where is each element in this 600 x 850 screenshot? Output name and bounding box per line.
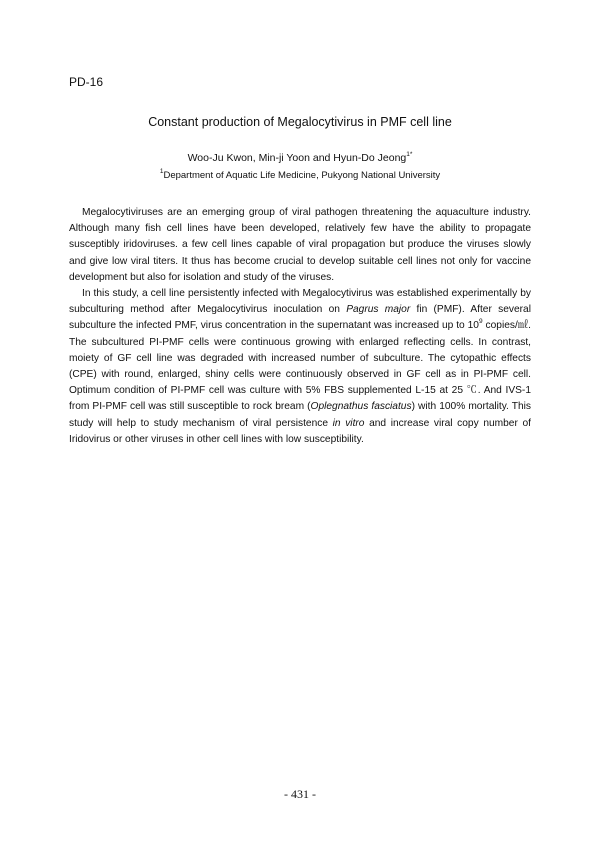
abstract-body: [69, 205, 531, 448]
author-superscript: 1*: [406, 151, 413, 158]
in-vitro-term: in vitro: [332, 417, 365, 429]
author-line: [0, 152, 600, 164]
author-names: Woo-Ju Kwon, Min-ji Yoon and Hyun-Do Jeong: [187, 152, 407, 164]
paragraph-2-text-d: ) with 100% mortality. This study will help to study mechanism of viral persistence: [69, 401, 532, 429]
affiliation-superscript: 1: [159, 168, 164, 175]
paper-title: Constant production of Megalocytivirus in PMF cell line: [148, 115, 452, 129]
species-name-pagrus: Pagrus major: [346, 304, 411, 316]
paragraph-2-text-b: fin (PMF). After several subculture the infected PMF, virus concentration in the supernatant was increased up to 10: [69, 304, 531, 332]
abstract-code: PD-16: [69, 75, 104, 89]
paragraph-2-text-e: and increase viral copy number of Iridovirus or other viruses in other cell lines with low susceptibility.: [69, 417, 531, 445]
affiliation-text: Department of Aquatic Life Medicine, Pukyong National University: [163, 170, 441, 181]
species-name-oplegnathus: Oplegnathus fasciatus: [310, 401, 412, 413]
exponent: 9: [478, 318, 483, 326]
abstract-paragraph-1: Megalocytiviruses are an emerging group of viral pathogen threatening the aquaculture industry. Although many fish cell lines have been developed, relatively few have the ability to propagate susceptibly iridoviruses. a few cell lines capable of viral propagation but produce the viruses slowly and give low viral titers. It thus has become crucial to develop suitable cell lines not only for vaccine development but also for isolation and study of the viruses.: [69, 207, 531, 283]
page-number: - 431 -: [284, 787, 316, 801]
paragraph-2-text-c: copies/㎖. The subcultured PI-PMF cells were continuous growing with enlarged reflecting cells. In contrast, moiety of GF cell line was degraded with increased number of subculture. The cytopathic effects (CPE) with round, enlarged, shiny cells were continuously observed in GF cell as in PI-PMF cell. Optimum condition of PI-PMF cell was culture with 5% FBS supplemented L-15 at 25 ℃. And IVS-1 from PI-PMF cell was still susceptible to rock bream (: [69, 320, 531, 413]
affiliation-line: [0, 170, 600, 181]
abstract-paragraph-2: [69, 286, 531, 448]
paragraph-2-text-a: In this study, a cell line persistently infected with Megalocytivirus was established experimentally by subculturing method after Megalocytivirus inoculation on: [69, 288, 531, 316]
